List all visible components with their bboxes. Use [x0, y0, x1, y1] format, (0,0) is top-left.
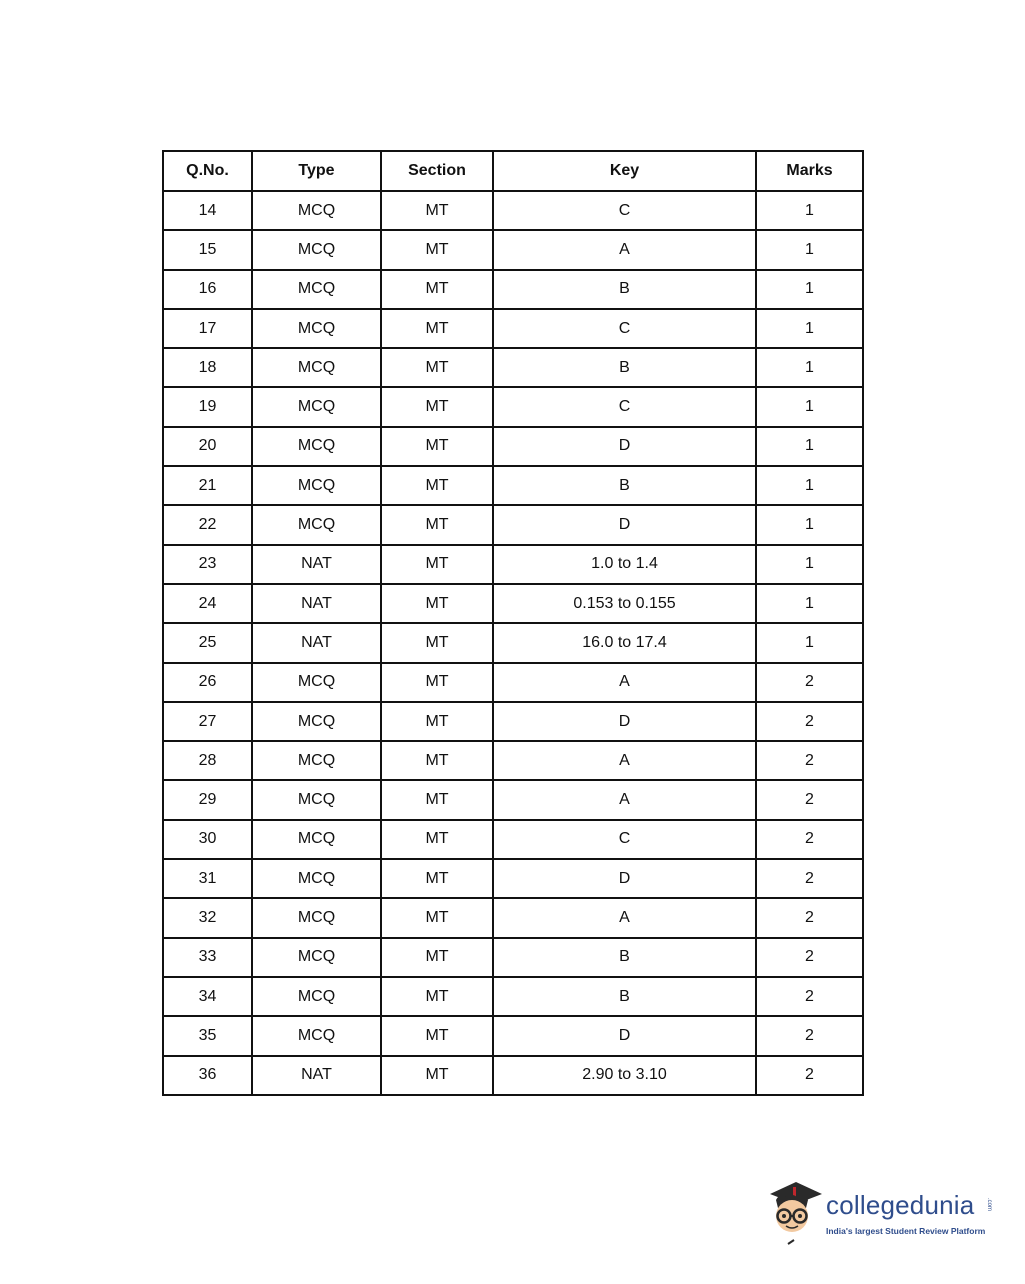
- cell-marks: 1: [756, 270, 863, 309]
- cell-qno: 35: [163, 1016, 252, 1055]
- cell-marks: 1: [756, 348, 863, 387]
- cell-key: D: [493, 859, 756, 898]
- cell-marks: 1: [756, 545, 863, 584]
- table-row: [163, 309, 863, 348]
- table-row: [163, 898, 863, 937]
- cell-marks: 2: [756, 702, 863, 741]
- cell-key: A: [493, 663, 756, 702]
- cell-key: C: [493, 387, 756, 426]
- cell-marks: 2: [756, 1016, 863, 1055]
- table-row: [163, 1056, 863, 1095]
- cell-section: MT: [381, 270, 493, 309]
- cell-type: MCQ: [252, 977, 381, 1016]
- answer-key-table: [162, 150, 864, 1096]
- cell-marks: 2: [756, 780, 863, 819]
- table-header-row: [163, 151, 863, 191]
- cell-type: MCQ: [252, 387, 381, 426]
- cell-section: MT: [381, 505, 493, 544]
- cell-type: NAT: [252, 623, 381, 662]
- cell-type: MCQ: [252, 427, 381, 466]
- cell-qno: 17: [163, 309, 252, 348]
- cell-section: MT: [381, 780, 493, 819]
- cell-marks: 1: [756, 505, 863, 544]
- cell-marks: 2: [756, 859, 863, 898]
- cell-qno: 20: [163, 427, 252, 466]
- cell-marks: 1: [756, 623, 863, 662]
- header-type: Type: [252, 151, 381, 191]
- cell-section: MT: [381, 466, 493, 505]
- table-row: [163, 780, 863, 819]
- table-row: [163, 230, 863, 269]
- cell-type: MCQ: [252, 702, 381, 741]
- header-section: Section: [381, 151, 493, 191]
- cell-section: MT: [381, 741, 493, 780]
- table-row: [163, 545, 863, 584]
- cell-qno: 32: [163, 898, 252, 937]
- cell-marks: 1: [756, 427, 863, 466]
- cell-key: B: [493, 466, 756, 505]
- cell-section: MT: [381, 584, 493, 623]
- cell-type: MCQ: [252, 741, 381, 780]
- cell-section: MT: [381, 702, 493, 741]
- cell-marks: 1: [756, 584, 863, 623]
- cell-qno: 22: [163, 505, 252, 544]
- table-row: [163, 427, 863, 466]
- cell-type: MCQ: [252, 191, 381, 230]
- table-row: [163, 348, 863, 387]
- cell-type: MCQ: [252, 820, 381, 859]
- cell-marks: 1: [756, 191, 863, 230]
- cell-section: MT: [381, 1056, 493, 1095]
- cell-key: 2.90 to 3.10: [493, 1056, 756, 1095]
- header-key: Key: [493, 151, 756, 191]
- cell-section: MT: [381, 545, 493, 584]
- table-row: [163, 623, 863, 662]
- logo-name: collegedunia: [826, 1190, 975, 1220]
- cell-marks: 2: [756, 1056, 863, 1095]
- cell-type: MCQ: [252, 270, 381, 309]
- cell-key: 16.0 to 17.4: [493, 623, 756, 662]
- header-qno: Q.No.: [163, 151, 252, 191]
- cell-section: MT: [381, 348, 493, 387]
- cell-type: NAT: [252, 545, 381, 584]
- table-row: [163, 741, 863, 780]
- cell-marks: 2: [756, 663, 863, 702]
- table-row: [163, 387, 863, 426]
- table-row: [163, 584, 863, 623]
- cell-type: MCQ: [252, 230, 381, 269]
- cell-qno: 29: [163, 780, 252, 819]
- cell-type: NAT: [252, 1056, 381, 1095]
- cell-section: MT: [381, 938, 493, 977]
- cell-key: C: [493, 191, 756, 230]
- cell-section: MT: [381, 191, 493, 230]
- cell-type: MCQ: [252, 898, 381, 937]
- cell-marks: 2: [756, 898, 863, 937]
- cell-marks: 2: [756, 820, 863, 859]
- cell-qno: 15: [163, 230, 252, 269]
- cell-marks: 1: [756, 466, 863, 505]
- cell-key: B: [493, 938, 756, 977]
- logo-domain-suffix: .com: [986, 1198, 992, 1212]
- cell-key: A: [493, 780, 756, 819]
- table-row: [163, 663, 863, 702]
- cell-marks: 2: [756, 977, 863, 1016]
- cell-qno: 18: [163, 348, 252, 387]
- cell-key: C: [493, 820, 756, 859]
- cell-marks: 1: [756, 230, 863, 269]
- cell-type: MCQ: [252, 505, 381, 544]
- table-row: [163, 505, 863, 544]
- table-row: [163, 270, 863, 309]
- cell-section: MT: [381, 663, 493, 702]
- cell-key: C: [493, 309, 756, 348]
- cell-qno: 28: [163, 741, 252, 780]
- cell-key: A: [493, 898, 756, 937]
- cell-key: D: [493, 427, 756, 466]
- cell-section: MT: [381, 820, 493, 859]
- cell-type: MCQ: [252, 663, 381, 702]
- cell-type: MCQ: [252, 1016, 381, 1055]
- cell-marks: 1: [756, 387, 863, 426]
- cell-section: MT: [381, 427, 493, 466]
- table-row: [163, 191, 863, 230]
- cell-qno: 31: [163, 859, 252, 898]
- table-row: [163, 977, 863, 1016]
- cell-qno: 26: [163, 663, 252, 702]
- cell-key: B: [493, 348, 756, 387]
- collegedunia-logo: [766, 1178, 996, 1248]
- cell-key: B: [493, 977, 756, 1016]
- cell-qno: 34: [163, 977, 252, 1016]
- cell-marks: 2: [756, 938, 863, 977]
- table-row: [163, 820, 863, 859]
- cell-section: MT: [381, 977, 493, 1016]
- cell-key: A: [493, 230, 756, 269]
- cell-type: MCQ: [252, 466, 381, 505]
- cell-type: MCQ: [252, 938, 381, 977]
- table-row: [163, 938, 863, 977]
- header-marks: Marks: [756, 151, 863, 191]
- cell-qno: 33: [163, 938, 252, 977]
- cell-key: 0.153 to 0.155: [493, 584, 756, 623]
- cell-section: MT: [381, 859, 493, 898]
- cell-key: A: [493, 741, 756, 780]
- cell-key: D: [493, 1016, 756, 1055]
- cell-qno: 24: [163, 584, 252, 623]
- cell-key: B: [493, 270, 756, 309]
- cell-section: MT: [381, 898, 493, 937]
- cell-section: MT: [381, 1016, 493, 1055]
- table-body: [163, 191, 863, 1095]
- cell-key: D: [493, 505, 756, 544]
- cell-type: NAT: [252, 584, 381, 623]
- cell-qno: 25: [163, 623, 252, 662]
- cell-marks: 1: [756, 309, 863, 348]
- cell-qno: 23: [163, 545, 252, 584]
- cell-type: MCQ: [252, 780, 381, 819]
- cell-qno: 27: [163, 702, 252, 741]
- graduate-mascot-icon: [766, 1178, 826, 1248]
- cell-qno: 19: [163, 387, 252, 426]
- cell-qno: 14: [163, 191, 252, 230]
- cell-marks: 2: [756, 741, 863, 780]
- cell-qno: 30: [163, 820, 252, 859]
- cell-section: MT: [381, 387, 493, 426]
- cell-qno: 21: [163, 466, 252, 505]
- cell-key: 1.0 to 1.4: [493, 545, 756, 584]
- table-row: [163, 859, 863, 898]
- cell-type: MCQ: [252, 309, 381, 348]
- cell-qno: 36: [163, 1056, 252, 1095]
- cell-section: MT: [381, 230, 493, 269]
- logo-tagline: India's largest Student Review Platform: [826, 1226, 986, 1236]
- table-row: [163, 702, 863, 741]
- table-row: [163, 466, 863, 505]
- cell-qno: 16: [163, 270, 252, 309]
- cell-section: MT: [381, 309, 493, 348]
- cell-section: MT: [381, 623, 493, 662]
- table-row: [163, 1016, 863, 1055]
- cell-type: MCQ: [252, 859, 381, 898]
- cell-key: D: [493, 702, 756, 741]
- cell-type: MCQ: [252, 348, 381, 387]
